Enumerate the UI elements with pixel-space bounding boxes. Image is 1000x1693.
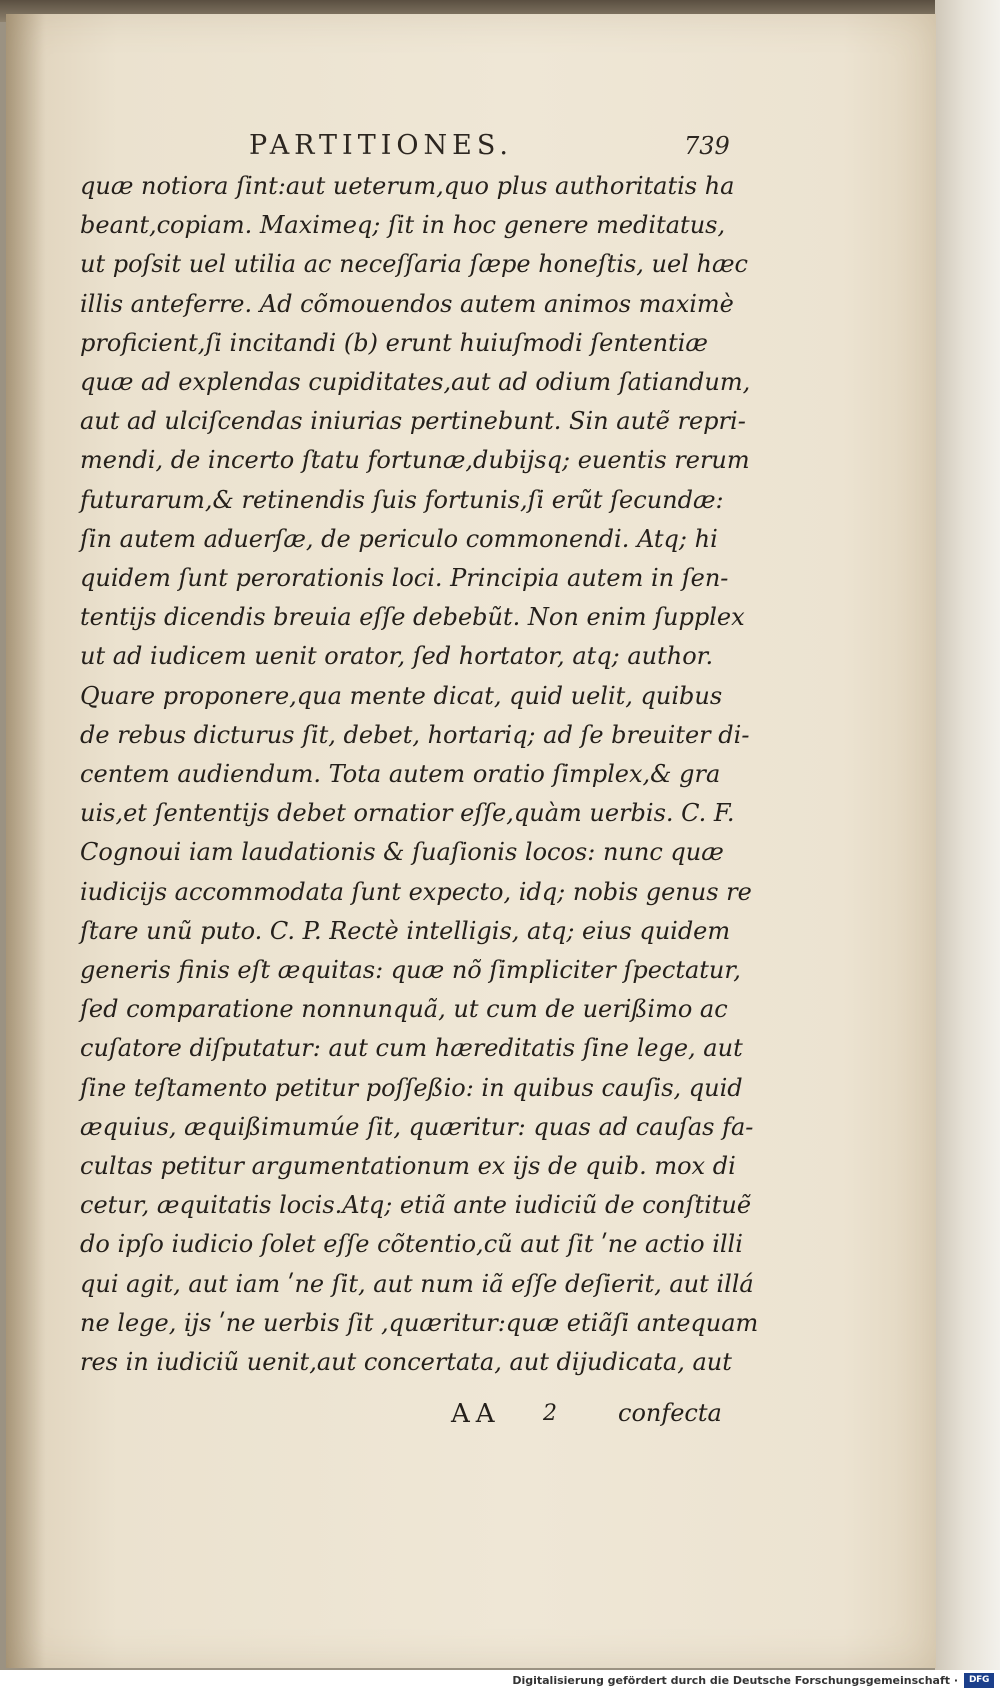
text-line: uis,et ſententijs debet ornatior eſſe,quàm uerbis. C. F.	[80, 799, 735, 828]
catchword: confecta	[618, 1399, 722, 1427]
text-line: illis anteferre. Ad cõmouendos autem animos maximè	[80, 289, 734, 318]
text-line: ut ad iudicem uenit orator, ſed hortator, atq; author.	[80, 642, 714, 671]
text-line: qui agit, aut iam ʹne ſit, aut num iã eſſe deſierit, aut illá	[80, 1269, 754, 1298]
text-line: ut poſsit uel utilia ac neceſſaria ſæpe honeſtis, uel hæc	[80, 250, 748, 279]
scan-backdrop-right	[935, 0, 1000, 1670]
text-line: centem audiendum. Tota autem oratio ſimplex,& gra	[80, 760, 721, 789]
text-line: ſed comparatione nonnunquã, ut cum de uerißimo ac	[80, 995, 728, 1024]
text-line: quidem ſunt perorationis loci. Principia autem in ſen-	[80, 564, 729, 593]
dfg-logo-icon[interactable]: DFG	[964, 1673, 994, 1688]
text-line: res in iudiciũ uenit,aut concertata, aut dijudicata, aut	[80, 1348, 732, 1377]
text-line: futurarum,& retinendis ſuis fortunis,ſi erũt ſecundæ:	[80, 485, 724, 514]
running-head: PARTITIONES.	[249, 130, 513, 161]
text-line: Cognoui iam laudationis & ſuaſionis locos: nunc quæ	[80, 838, 724, 867]
text-line: tentijs dicendis breuia eſſe debebũt. Non enim ſupplex	[80, 603, 745, 632]
text-line: quæ ad explendas cupiditates,aut ad odium ſatiandum,	[80, 368, 751, 397]
text-line: proficient,ſi incitandi (b) erunt huiuſmodi ſententiæ	[80, 328, 708, 357]
text-line: aut ad ulciſcendas iniurias pertinebunt. Sin autẽ repri-	[80, 407, 746, 436]
body-text	[80, 167, 759, 1382]
text-line: de rebus dicturus ſit, debet, hortariq; ad ſe breuiter di-	[80, 720, 750, 749]
text-line: ſtare unũ puto. C. P. Rectè intelligis, atq; eius quidem	[80, 916, 731, 945]
text-line: beant,copiam. Maximeq; ſit in hoc genere meditatus,	[80, 211, 726, 240]
signature-mark: AA	[451, 1399, 501, 1429]
text-line: generis finis eſt æquitas: quæ nõ ſimpliciter ſpectatur,	[80, 956, 741, 985]
text-line: do ipſo iudicio ſolet eſſe cõtentio,cũ aut ſit ʹne actio illi	[80, 1230, 743, 1259]
text-line: cultas petitur argumentationum ex ijs de quib. mox di	[80, 1152, 736, 1181]
text-line: cuſatore diſputatur: aut cum hæreditatis ſine lege, aut	[80, 1034, 743, 1063]
text-line: ſin autem aduerſæ, de periculo commonendi. Atq; hi	[80, 524, 718, 553]
text-line: cetur, æquitatis locis.Atq; etiã ante iudiciũ de conſtituẽ	[80, 1191, 752, 1220]
book-page	[6, 14, 936, 1668]
page-number: 739	[684, 132, 730, 160]
signature-number: 2	[543, 1401, 557, 1426]
text-line: iudicijs accommodata ſunt expecto, idq; nobis genus re	[80, 877, 752, 906]
text-line: æquius, æquißimumúe ſit, quæritur: quas ad cauſas fa-	[80, 1112, 754, 1141]
text-line: ſine teſtamento petitur poſſeßio: in quibus cauſis, quid	[80, 1073, 743, 1102]
funding-credit: Digitalisierung gefördert durch die Deutsche Forschungsgemeinschaft ·	[512, 1674, 958, 1687]
footer-bar	[0, 1670, 1000, 1693]
text-line: mendi, de incerto ſtatu fortunæ,dubijsq; euentis rerum	[80, 446, 750, 475]
text-line: Quare proponere,qua mente dicat, quid uelit, quibus	[80, 681, 723, 710]
text-line: quæ notiora ſint:aut ueterum,quo plus authoritatis ha	[80, 172, 735, 200]
text-line: ne lege, ijs ʹne uerbis ſit ,quæritur:quæ etiãſi antequam	[80, 1308, 759, 1337]
